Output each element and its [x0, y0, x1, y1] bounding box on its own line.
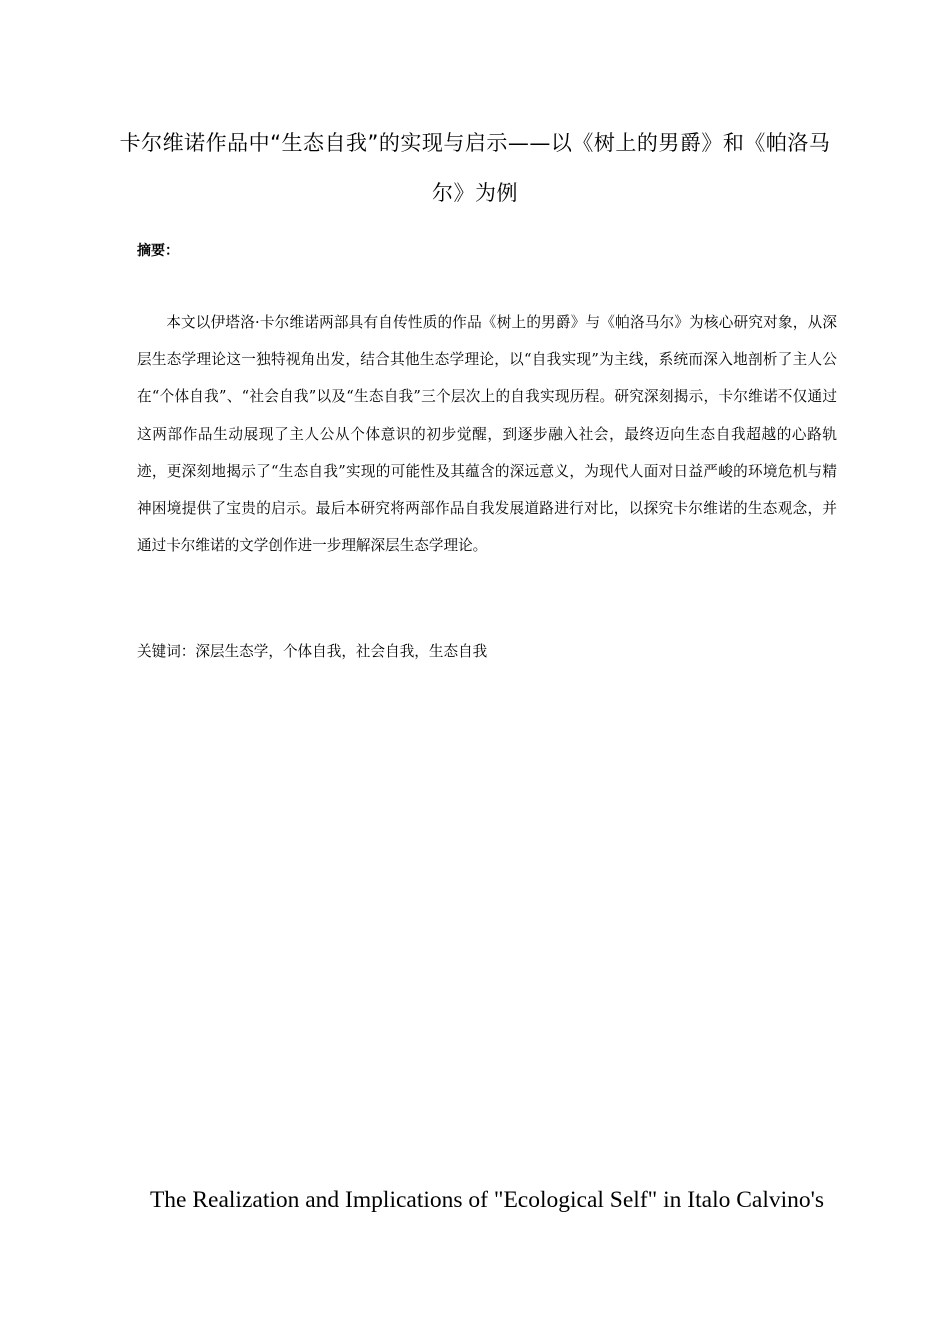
- abstract-label: 摘要：: [137, 243, 179, 259]
- keywords-line: 关键词：深层生态学，个体自我，社会自我，生态自我: [137, 643, 488, 660]
- abstract-body: 本文以伊塔洛·卡尔维诺两部具有自传性质的作品《树上的男爵》与《帕洛马尔》为核心研究对象，从深层生态学理论这一独特视角出发，结合其他生态学理论，以“自我实现”为主线，系统而深入地剖析了主人公在“个体自我”、“社会自我”以及“生态自我”三个层次上的自我实现历程。研究深刻揭示，卡尔维诺不仅通过这两部作品生动展现了主人公从个体意识的初步觉醒，到逐步融入社会，最终迈向生态自我超越的心路轨迹，更深刻地揭示了“生态自我”实现的可能性及其蕴含的深远意义，为现代人面对日益严峻的环境危机与精神困境提供了宝贵的启示。最后本研究将两部作品自我发展道路进行对比，以探究卡尔维诺的生态观念，并通过卡尔维诺的文学创作进一步理解深层生态学理论。: [137, 314, 837, 555]
- english-title: The Realization and Implications of "Ecological Self" in Italo Calvino's: [149, 1187, 825, 1213]
- chinese-title: 卡尔维诺作品中“生态自我”的实现与启示——以《树上的男爵》和《帕洛马尔》为例: [119, 131, 831, 205]
